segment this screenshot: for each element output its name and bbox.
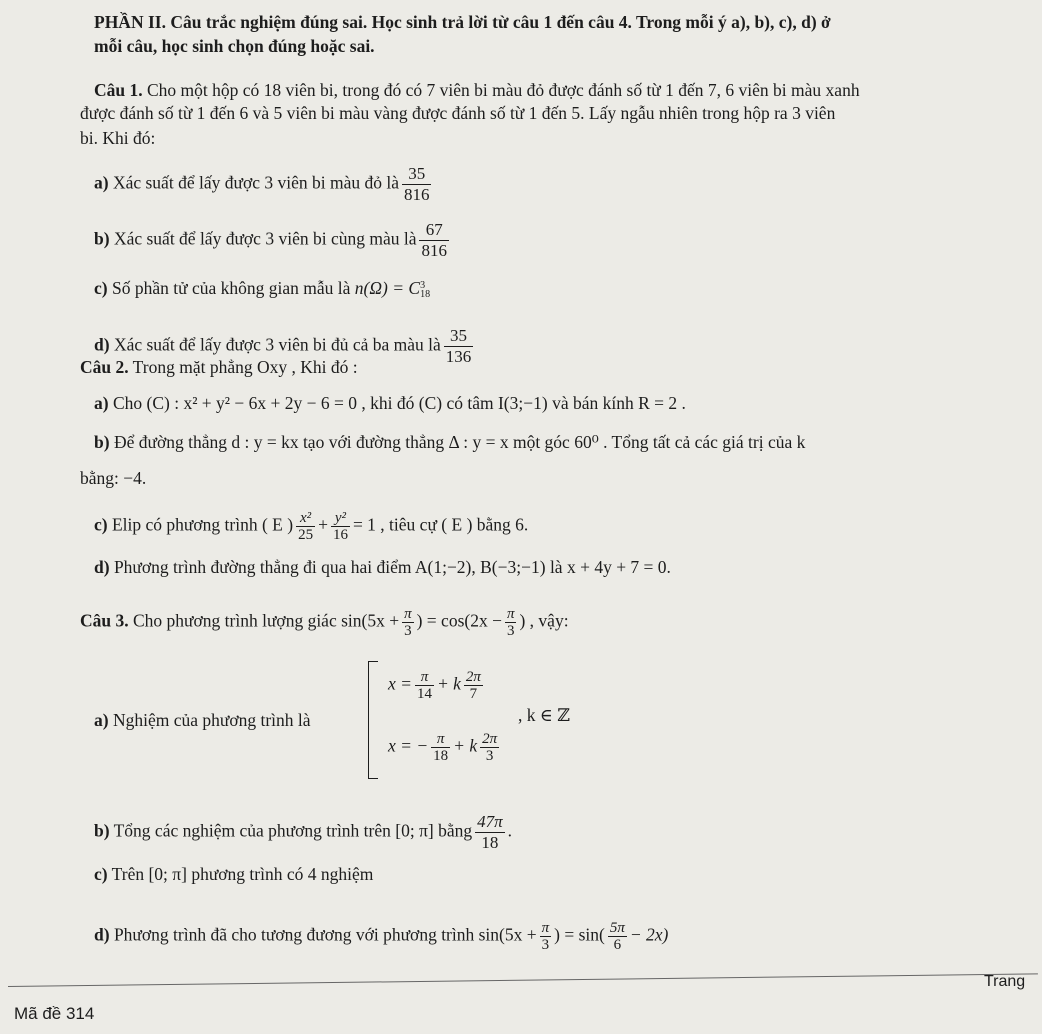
q1-option-a xyxy=(94,164,434,205)
q3-a-r2pre: x = − xyxy=(388,735,429,756)
q3-a-r1d: 14 xyxy=(416,686,432,702)
q1-c-sup: 3 xyxy=(420,279,426,291)
q1-b-den: 816 xyxy=(421,241,447,260)
q2-c-n2: y² xyxy=(331,510,350,527)
q3-a-r1d2: 7 xyxy=(469,686,478,702)
q3-option-a xyxy=(94,710,311,730)
q2-text: Trong mặt phẳng Oxy , Khi đó : xyxy=(128,357,358,377)
q1-line3: bi. Khi đó: xyxy=(80,128,156,148)
q1-a-text: Xác suất để lấy được 3 viên bi màu đỏ là xyxy=(108,172,399,193)
q2-c-pre: Elip có phương trình ( E ) xyxy=(107,514,294,535)
q3-a-r2d: 18 xyxy=(433,748,449,764)
q3-a-r1-frac2 xyxy=(464,669,483,702)
q1-d-den: 136 xyxy=(445,347,472,366)
q3-d-three: 3 xyxy=(541,937,550,953)
q3-a-label: a) xyxy=(94,710,109,730)
q1-c-label: c) xyxy=(94,278,108,298)
q1-c-math: n(Ω) = C xyxy=(354,278,421,298)
q1-line2: được đánh số từ 1 đến 6 và 5 viên bi màu vàng được đánh số từ 1 đến 5. Lấy ngẫu nhiên trong hộp ra 3 viên xyxy=(80,103,836,123)
q1-c-sub: 18 xyxy=(420,288,431,300)
q3-b-num: 47π xyxy=(477,812,503,831)
bracket xyxy=(368,661,378,779)
q3-c-label: c) xyxy=(94,864,108,884)
q3-b-text: Tổng các nghiệm của phương trình trên [0; π] bằng xyxy=(109,820,473,841)
q3-d-text: Phương trình đã cho tương đương với phương trình sin(5x + xyxy=(109,924,537,945)
q2-a-label: a) xyxy=(94,393,109,413)
q2-b-continuation: bằng: −4. xyxy=(80,468,147,488)
q3-three1: 3 xyxy=(404,623,412,639)
q3-a-r2-frac1 xyxy=(431,731,450,764)
q3-d-end: − 2x) xyxy=(629,924,669,945)
q3-three2: 3 xyxy=(506,623,515,639)
q2-c-frac1 xyxy=(296,510,315,543)
q1-d-fraction xyxy=(444,326,474,367)
q2-line xyxy=(80,357,358,377)
q1-d-label: d) xyxy=(94,334,110,355)
section-header-line1: PHẦN II. Câu trắc nghiệm đúng sai. Học sinh trả lời từ câu 1 đến câu 4. Trong mỗi ý a), b), c), d) ở xyxy=(94,12,831,32)
q1-label: Câu 1. xyxy=(94,80,143,100)
q1-option-c xyxy=(94,278,430,299)
q3-label: Câu 3. xyxy=(80,610,129,631)
q2-label: Câu 2. xyxy=(80,357,129,377)
q1-d-text: Xác suất để lấy được 3 viên bi đủ cả ba màu là xyxy=(109,334,441,355)
q3-pi1: π xyxy=(404,606,412,622)
section-header-line2: mỗi câu, học sinh chọn đúng hoặc sai. xyxy=(94,36,375,56)
q2-c-label: c) xyxy=(94,514,108,535)
q3-d-n2: 5π xyxy=(609,920,625,936)
q3-a-r2n2: 2π xyxy=(482,731,498,747)
q3-a-solution-system xyxy=(368,661,570,779)
q3-a-r2d2: 3 xyxy=(485,748,494,764)
q3-line xyxy=(80,606,569,639)
q3-a-r1k: + k xyxy=(436,673,461,694)
q3-b-end: . xyxy=(507,820,513,841)
q2-option-d xyxy=(94,557,671,577)
q3-b-fraction xyxy=(475,812,505,853)
footer-exam-code: Mã đề 314 xyxy=(14,1004,95,1023)
q3-frac2 xyxy=(505,606,517,639)
q1-b-text: Xác suất để lấy được 3 viên bi cùng màu là xyxy=(109,228,417,249)
q3-mid: ) = cos(2x − xyxy=(416,610,502,631)
q1-line1 xyxy=(94,80,860,100)
q1-a-label: a) xyxy=(94,172,109,193)
q2-b-label: b) xyxy=(94,432,110,452)
q3-post: ) , vậy: xyxy=(519,610,569,631)
q2-d-label: d) xyxy=(94,557,110,577)
q3-option-d xyxy=(94,920,668,953)
q2-c-n1: x² xyxy=(296,510,315,527)
q2-option-c: c) Elip có phương trình ( E ) $\frac{\text{x²}}{25}$ + $\frac{\text{y²}}{16}$ = 1 , tiêu cự ( E ) bằng 6. xyxy=(94,510,529,543)
q2-c-d2: 16 xyxy=(332,527,348,543)
q3-d-label: d) xyxy=(94,924,110,945)
q3-c-text: Trên [0; π] phương trình có 4 nghiệm xyxy=(107,864,374,884)
q3-a-r1-frac1 xyxy=(415,669,434,702)
q3-pi2: π xyxy=(506,606,515,622)
q3-a-kz: , k ∈ ℤ xyxy=(518,705,570,725)
q1-c-text: Số phần tử của không gian mẫu là xyxy=(107,278,351,298)
q3-option-c xyxy=(94,864,373,884)
q2-c-d1: 25 xyxy=(298,527,314,543)
q3-a-r1pre: x = xyxy=(388,673,412,694)
q3-a-text: Nghiệm của phương trình là xyxy=(108,710,311,730)
q2-option-b xyxy=(94,432,805,452)
q3-a-r1n: π xyxy=(415,669,434,686)
q1-d-num: 35 xyxy=(444,326,474,347)
q2-b-text: Để đường thẳng d : y = kx tạo với đường thẳng Δ : y = x một góc 60⁰ . Tổng tất cả các giá trị của k xyxy=(109,432,806,452)
q3-d-frac2 xyxy=(608,920,627,953)
q3-d-mid: ) = sin( xyxy=(554,924,605,945)
q3-a-row2 xyxy=(388,731,502,764)
q1-a-fraction xyxy=(402,164,432,205)
q2-c-frac2 xyxy=(331,510,350,543)
q1-option-b xyxy=(94,220,452,261)
q1-text1: Cho một hộp có 18 viên bi, trong đó có 7 viên bi màu đỏ được đánh số từ 1 đến 7, 6 viên bi màu xanh xyxy=(142,80,860,100)
q3-a-r1n2: 2π xyxy=(465,669,481,685)
q3-a-r2n: π xyxy=(431,731,450,748)
footer-divider xyxy=(8,973,1038,987)
q1-b-fraction xyxy=(419,220,449,261)
q2-c-post: = 1 , tiêu cự ( E ) bằng 6. xyxy=(352,514,529,535)
q3-d-pi: π xyxy=(541,920,550,936)
q3-frac1 xyxy=(402,606,414,639)
q3-b-den: 18 xyxy=(481,833,499,852)
q1-b-num: 67 xyxy=(419,220,449,241)
q2-d-text: Phương trình đường thẳng đi qua hai điểm A(1;−2), B(−3;−1) là x + 4y + 7 = 0. xyxy=(109,557,671,577)
footer-page: Trang xyxy=(984,973,1026,990)
q1-b-label: b) xyxy=(94,228,110,249)
q2-a-text: Cho (C) : x² + y² − 6x + 2y − 6 = 0 , khi đó (C) có tâm I(3;−1) và bán kính R = 2 . xyxy=(108,393,686,413)
q1-a-den: 816 xyxy=(403,185,430,204)
q1-a-num: 35 xyxy=(402,164,432,185)
q3-d-d2: 6 xyxy=(613,937,622,953)
q3-pre: Cho phương trình lượng giác sin(5x + xyxy=(128,610,400,631)
q2-option-a xyxy=(94,393,686,413)
q3-a-r2k: + k xyxy=(453,735,478,756)
q3-d-frac1 xyxy=(540,920,552,953)
q3-b-label: b) xyxy=(94,820,110,841)
q3-a-row1 xyxy=(388,669,486,702)
q3-a-r2-frac2 xyxy=(480,731,499,764)
q3-option-b xyxy=(94,812,512,853)
